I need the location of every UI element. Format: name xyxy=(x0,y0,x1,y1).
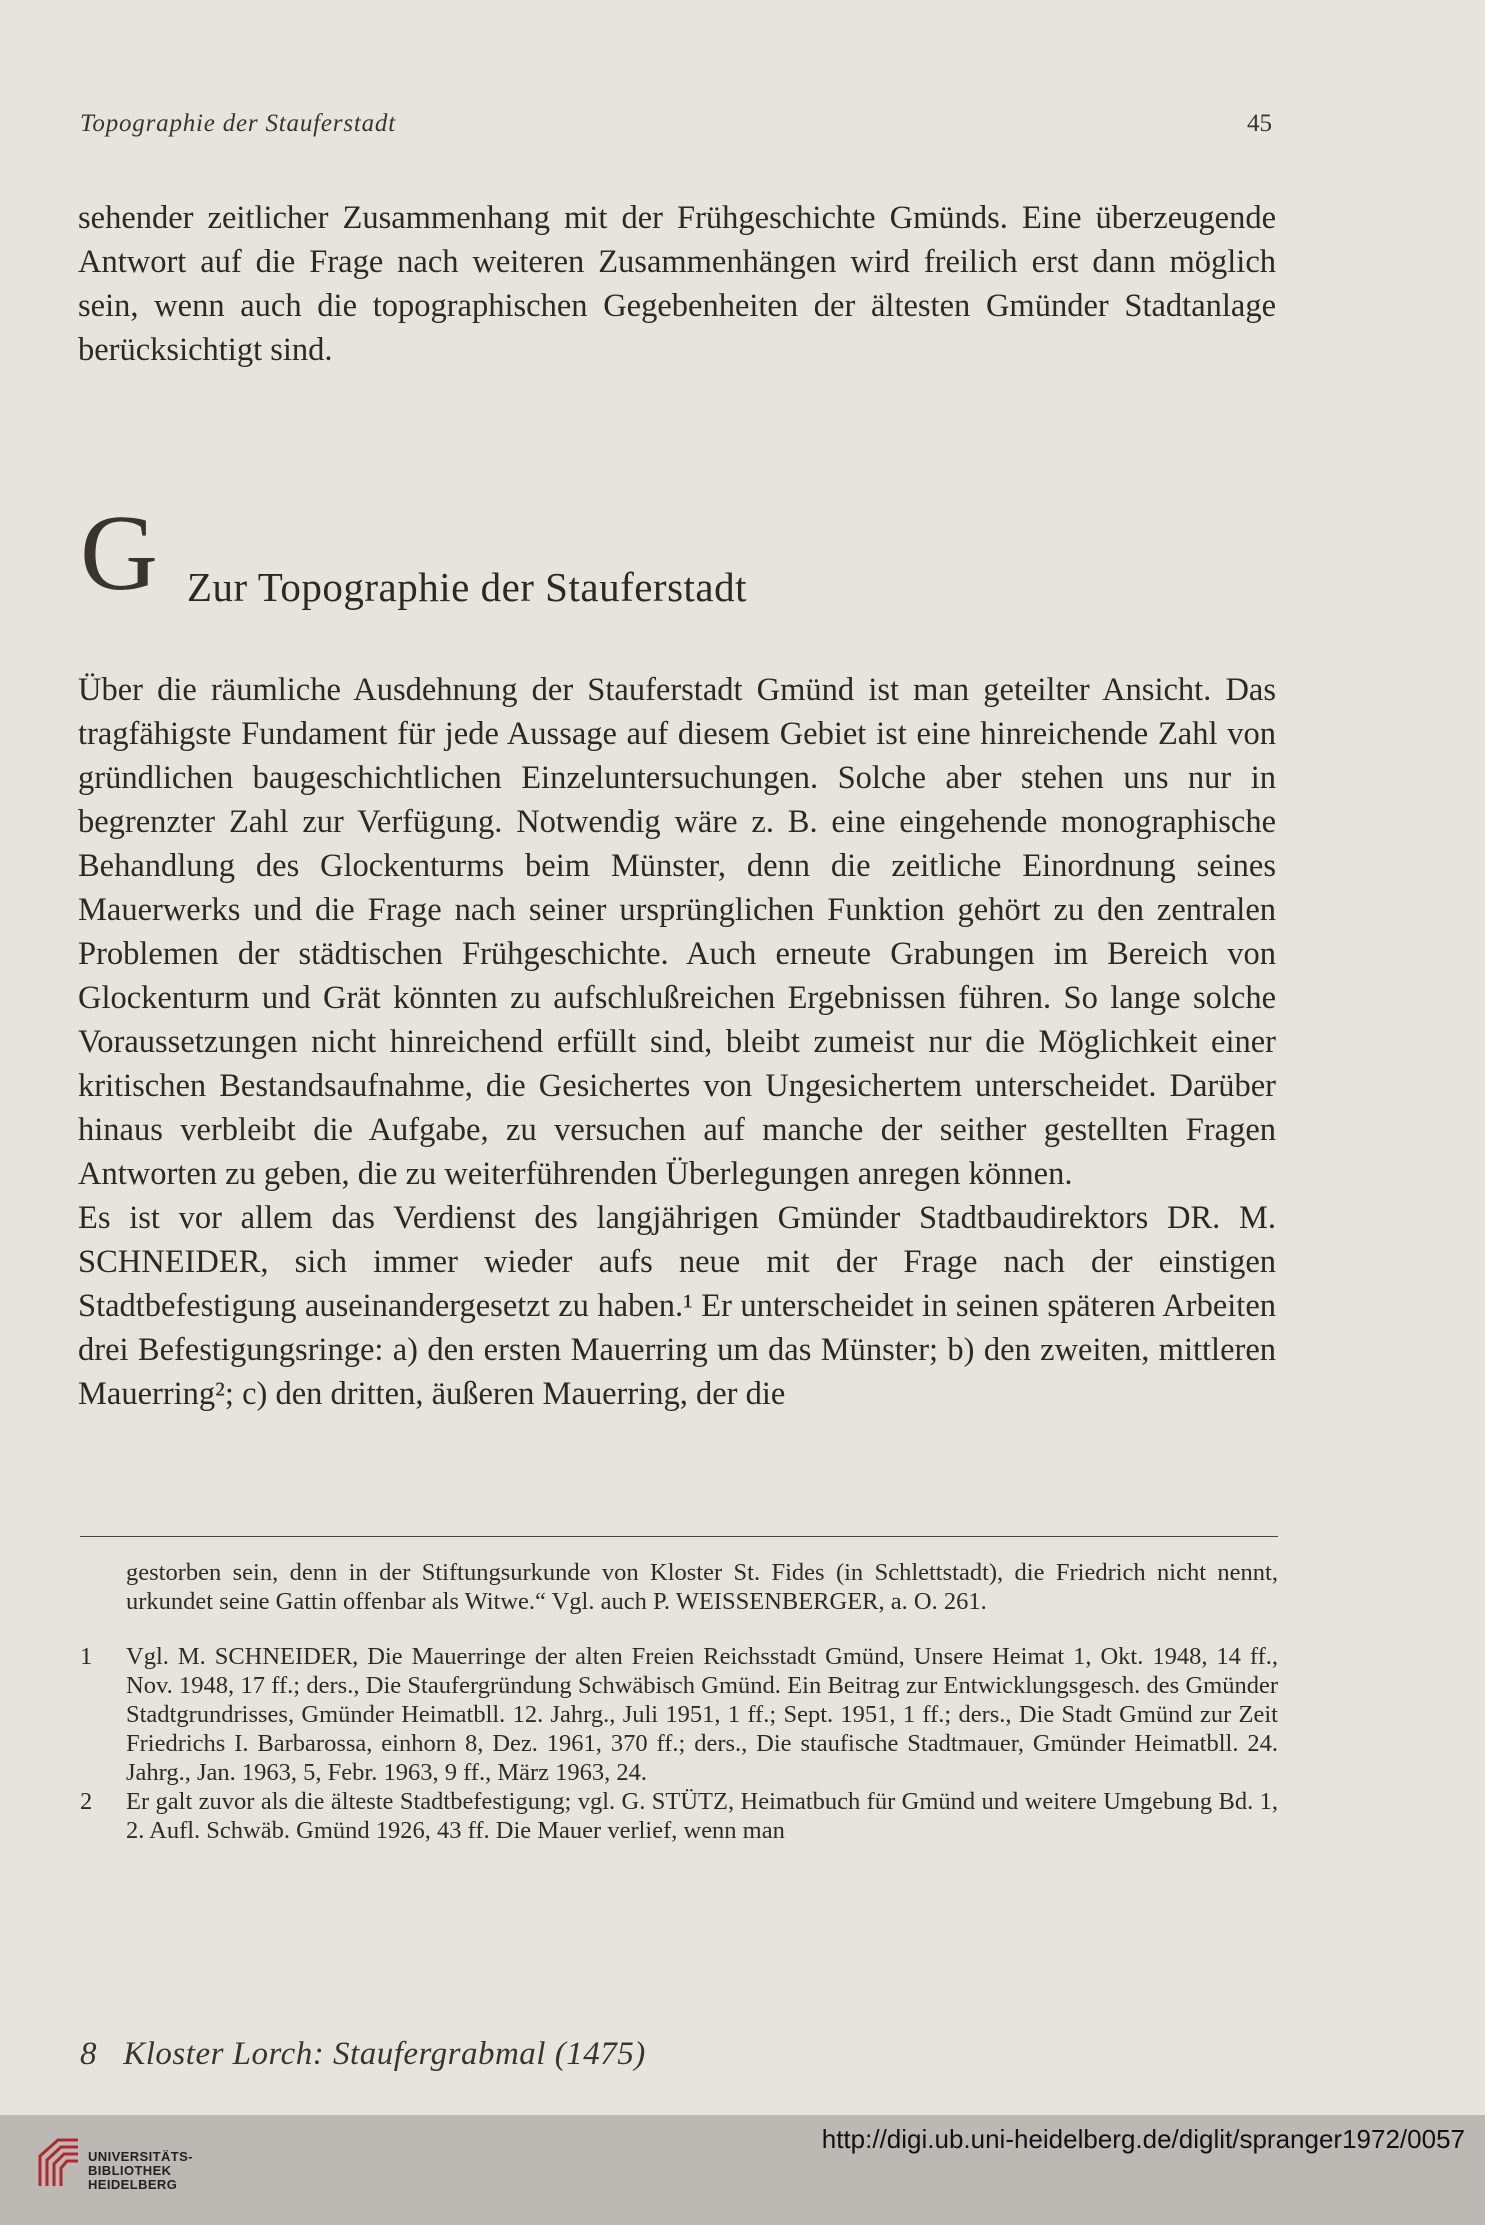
library-logo-icon xyxy=(34,2134,84,2194)
library-name-line: BIBLIOTHEK xyxy=(88,2163,172,2178)
section-title: Zur Topographie der Stauferstadt xyxy=(187,564,748,610)
footnote-text: Vgl. M. SCHNEIDER, Die Mauerringe der alten Freien Reichsstadt Gmünd, Unsere Heimat 1, Okt. 1948, 14 ff., Nov. 1948, 17 ff.; ders., Die Staufergründung Schwäbisch Gmünd. Ein Beitrag zur Entwicklungsgesch. des Gmünder Stadtgrundrisses, Gmünder Heimatbll. 12. Jahrg., Juli 1951, 1 ff.; Sept. 1951, 1 ff.; ders., Die Stadt Gmünd zur Zeit Friedrichs I. Barbarossa, einhorn 8, Dez. 1961, 370 ff.; ders., Die staufische Stadtmauer, Gmünder Heimatbll. 24. Jahrg., Jan. 1963, 5, Febr. 1963, 9 ff., März 1963, 24. xyxy=(126,1643,1278,1786)
signature-line: 8 Kloster Lorch: Staufergrabmal (1475) xyxy=(80,2036,646,2072)
footnote-divider xyxy=(80,1536,1278,1537)
body-paragraph: Es ist vor allem das Verdienst des langjährigen Gmünder Stadtbaudirektors DR. M. SCHNEIDER, sich immer wieder aufs neue mit der Frage nach der einstigen Stadtbefestigung auseinandergesetzt zu haben.¹ Er unterscheidet in seinen späteren Arbeiten drei Befestigungsringe: a) den ersten Mauerring um das Münster; b) den zweiten, mittleren Mauerring²; c) den dritten, äußeren Mauerring, der die xyxy=(78,1200,1276,1412)
footnotes xyxy=(80,1558,1278,1845)
library-name-line: UNIVERSITÄTS- xyxy=(88,2149,193,2164)
body-text xyxy=(78,668,1276,1416)
intro-paragraph: sehender zeitlicher Zusammenhang mit der Frühgeschichte Gmünds. Eine überzeugende Antwort auf die Frage nach weiteren Zusammenhängen wird freilich erst dann möglich sein, wenn auch die topographischen Gegebenheiten der ältesten Gmünder Stadtanlage berücksichtigt sind. xyxy=(78,200,1276,368)
library-name xyxy=(88,2150,193,2192)
footnote-continuation-text: gestorben sein, denn in der Stiftungsurkunde von Kloster St. Fides (in Schlettstadt), die Friedrich nicht nennt, urkundet seine Gattin offenbar als Witwe.“ Vgl. auch P. WEISSENBERGER, a. O. 261. xyxy=(126,1559,1278,1615)
running-header-title: Topographie der Stauferstadt xyxy=(80,110,396,137)
footnote-continuation xyxy=(126,1558,1278,1616)
body-paragraph: Über die räumliche Ausdehnung der Stauferstadt Gmünd ist man geteilter Ansicht. Das tragfähigste Fundament für jede Aussage auf diesem Gebiet ist eine hinreichende Zahl von gründlichen baugeschichtlichen Einzeluntersuchungen. Solche aber stehen uns nur in begrenzter Zahl zur Verfügung. Notwendig wäre z. B. eine eingehende monographische Behandlung des Glockenturms beim Münster, denn die zeitliche Einordnung seines Mauerwerks und die Frage nach seiner ursprünglichen Funktion gehört zu den zentralen Problemen der städtischen Frühgeschichte. Auch erneute Grabungen im Bereich von Glockenturm und Grät könnten zu aufschlußreichen Ergebnissen führen. So lange solche Voraussetzungen nicht hinreichend erfüllt sind, bleibt zumeist nur die Möglichkeit einer kritischen Bestandsaufnahme, die Gesichertes von Ungesichertem unterscheidet. Darüber hinaus verbleibt die Aufgabe, zu versuchen auf manche der seither gestellten Fragen Antworten zu geben, die zu weiterführenden Überlegungen anregen können. xyxy=(78,672,1276,1192)
footnote-item xyxy=(80,1787,1278,1845)
footnote-number: 2 xyxy=(80,1788,93,1815)
library-name-line: HEIDELBERG xyxy=(88,2177,178,2192)
page-number: 45 xyxy=(1247,110,1272,137)
section-letter: G xyxy=(80,494,158,613)
footnote-number: 1 xyxy=(80,1643,93,1670)
source-url-link[interactable]: http://digi.ub.uni-heidelberg.de/diglit/spranger1972/0057 xyxy=(821,2124,1465,2154)
intro-paragraph-block xyxy=(78,196,1276,372)
footnote-text: Er galt zuvor als die älteste Stadtbefestigung; vgl. G. STÜTZ, Heimatbuch für Gmünd und weitere Umgebung Bd. 1, 2. Aufl. Schwäb. Gmünd 1926, 43 ff. Die Mauer verlief, wenn man xyxy=(126,1788,1278,1844)
footnote-item xyxy=(80,1642,1278,1787)
